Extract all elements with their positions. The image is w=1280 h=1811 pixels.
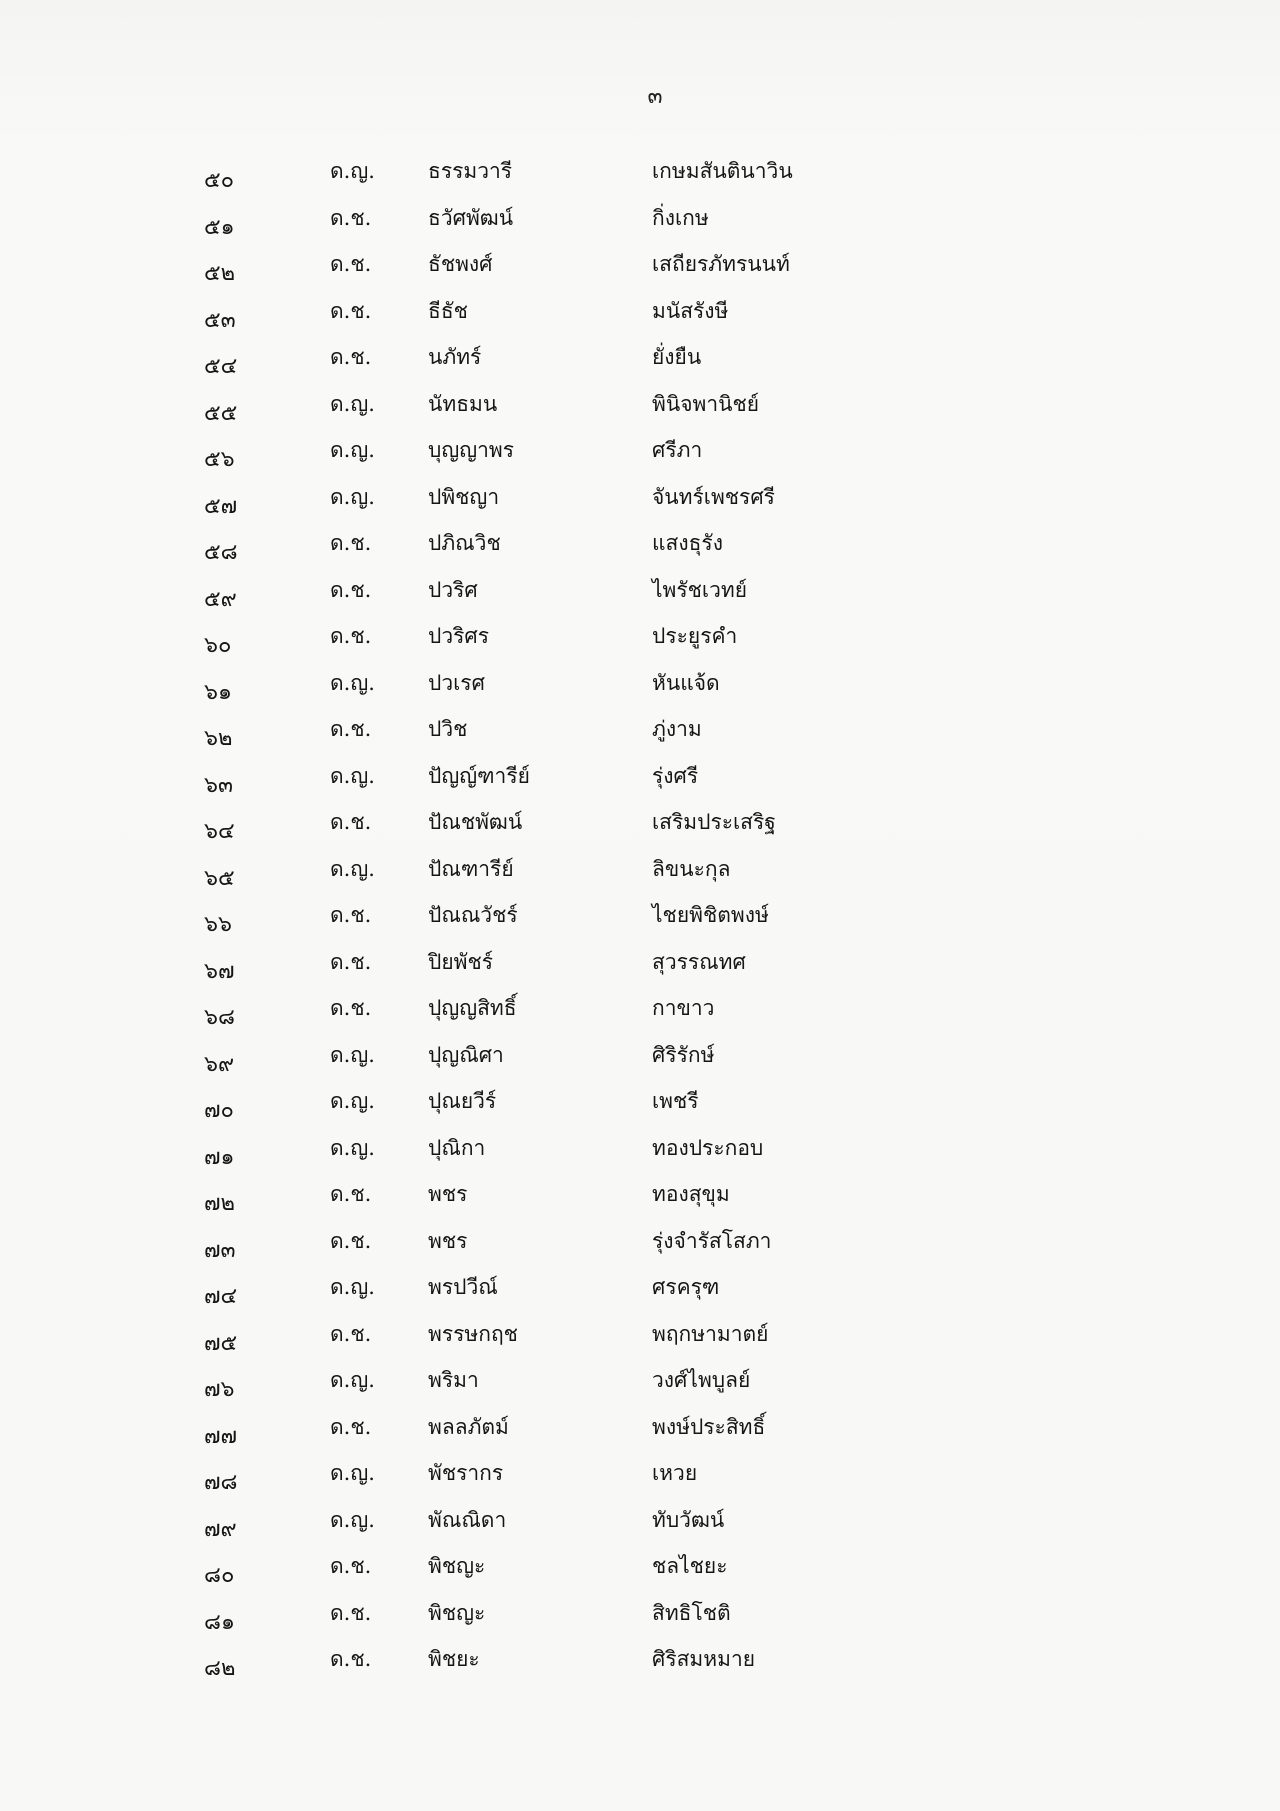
name-title: ด.ช. [330,996,372,1020]
roster-row [0,993,1280,1040]
name-title: ด.ญ. [330,856,375,881]
first-name: ปพิชญา [428,484,500,509]
first-name: พรรษกฤช [428,1321,518,1346]
roster-row [0,1644,1280,1691]
first-name: ปภิณวิช [428,531,501,555]
name-title: ด.ช. [330,1647,372,1671]
first-name: ปุญณิศา [428,1042,504,1067]
last-name: ไชยพิชิตพงษ์ [652,903,769,927]
roster-row [0,1272,1280,1319]
name-title: ด.ช. [330,1228,372,1253]
roster-row [0,1365,1280,1412]
last-name: วงศ์ไพบูลย์ [652,1368,751,1392]
last-name: เพชรี [652,1089,699,1113]
name-title: ด.ญ. [330,1507,375,1532]
first-name: ปุณิกา [428,1135,486,1160]
row-number: ๘๑ [204,1609,235,1635]
roster-row [0,575,1280,622]
last-name: เสถียรภัทรนนท์ [652,252,790,276]
name-title: ด.ช. [330,1554,372,1578]
first-name: พลลภัตม์ [428,1414,509,1439]
name-title: ด.ญ. [330,1368,375,1392]
row-number: ๖๘ [204,1005,235,1030]
first-name: พัชรากร [428,1461,504,1485]
first-name: ปัณณวัชร์ [428,903,518,927]
name-title: ด.ช. [330,624,372,648]
roster-row [0,528,1280,575]
name-title: ด.ญ. [330,1135,375,1160]
name-title: ด.ช. [330,531,372,555]
first-name: ธีธัช [428,298,468,323]
name-title: ด.ญ. [330,1275,375,1299]
roster-row [0,1412,1280,1459]
row-number: ๕๐ [204,168,235,193]
row-number: ๗๗ [204,1423,238,1449]
row-number: ๖๓ [204,772,234,798]
last-name: ชลไชยะ [652,1554,728,1578]
roster-row [0,1133,1280,1180]
student-roster [0,156,1280,1691]
row-number: ๘๒ [204,1656,236,1681]
row-number: ๗๐ [204,1098,234,1123]
roster-row [0,1179,1280,1226]
first-name: ปุณยวีร์ [428,1089,497,1113]
roster-row [0,389,1280,436]
last-name: ทองประกอบ [652,1135,764,1160]
row-number: ๗๖ [204,1377,235,1402]
name-title: ด.ช. [330,577,372,602]
last-name: เหวย [652,1461,698,1485]
roster-row [0,1226,1280,1273]
first-name: ปัญญ์ฑารีย์ [428,763,530,788]
name-title: ด.ช. [330,1414,372,1439]
name-title: ด.ญ. [330,763,375,788]
name-title: ด.ญ. [330,484,375,509]
row-number: ๕๔ [204,354,238,379]
roster-row [0,761,1280,808]
last-name: ประยูรคำ [652,624,738,648]
last-name: รุ่งจำรัสโสภา [652,1228,772,1253]
row-number: ๗๑ [204,1144,235,1170]
row-number: ๖๗ [204,958,235,984]
last-name: ศรครุฑ [652,1275,720,1299]
first-name: ปวิช [428,717,468,741]
last-name: จันทร์เพชรศรี [652,484,775,509]
name-title: ด.ช. [330,1182,372,1206]
last-name: รุ่งศรี [652,763,699,788]
roster-row [0,947,1280,994]
roster-row [0,203,1280,250]
row-number: ๕๑ [204,214,235,240]
name-title: ด.ช. [330,810,372,834]
row-number: ๖๒ [204,726,233,751]
last-name: ทับวัฒน์ [652,1507,725,1532]
name-title: ด.ญ. [330,438,375,462]
first-name: พิชญะ [428,1554,486,1578]
last-name: เกษมสันตินาวิน [652,159,793,183]
first-name: พรปวีณ์ [428,1275,498,1299]
name-title: ด.ช. [330,903,372,927]
name-title: ด.ช. [330,298,372,323]
roster-row [0,482,1280,529]
last-name: ทองสุขุม [652,1182,730,1206]
last-name: เสริมประเสริฐ [652,810,776,834]
first-name: ปิยพัชร์ [428,949,494,974]
row-number: ๖๖ [204,912,232,937]
name-title: ด.ช. [330,1321,372,1346]
row-number: ๖๕ [204,865,235,891]
first-name: ปัณฑารีย์ [428,856,514,881]
name-title: ด.ญ. [330,391,375,416]
first-name: ธัชพงศ์ [428,252,493,276]
last-name: ศรีภา [652,438,703,462]
roster-row [0,342,1280,389]
last-name: ลิขนะกุล [652,856,731,881]
roster-row [0,900,1280,947]
roster-row [0,1505,1280,1552]
roster-row [0,1598,1280,1645]
roster-row [0,1458,1280,1505]
first-name: พิชยะ [428,1647,480,1671]
roster-row [0,1319,1280,1366]
row-number: ๗๓ [204,1237,236,1263]
first-name: นัทธมน [428,391,498,416]
last-name: สุวรรณทศ [652,949,746,974]
last-name: ภู่งาม [652,717,702,741]
last-name: ศิริรักษ์ [652,1042,715,1067]
row-number: ๗๙ [204,1516,237,1542]
first-name: ธวัศพัฒน์ [428,205,514,230]
last-name: พงษ์ประสิทธิ์ [652,1414,766,1439]
roster-row [0,807,1280,854]
row-number: ๕๗ [204,493,238,519]
first-name: ปัณชพัฒน์ [428,810,523,834]
row-number: ๕๒ [204,261,236,286]
first-name: บุญญาพร [428,438,515,462]
row-number: ๘๐ [204,1563,235,1588]
roster-row [0,296,1280,343]
last-name: หันแจ้ด [652,670,720,695]
last-name: ยั่งยืน [652,345,702,369]
row-number: ๖๐ [204,633,232,658]
first-name: พริมา [428,1368,479,1392]
page-number: ๓ [647,84,663,109]
row-number: ๖๔ [204,819,235,844]
first-name: ธรรมวารี [428,159,513,183]
roster-row [0,621,1280,668]
roster-row [0,249,1280,296]
last-name: สิทธิโชติ [652,1600,731,1625]
row-number: ๕๓ [204,307,236,333]
row-number: ๗๔ [204,1284,238,1309]
name-title: ด.ช. [330,717,372,741]
first-name: ปุญญสิทธิ์ [428,996,517,1020]
first-name: พชร [428,1182,468,1206]
row-number: ๖๙ [204,1051,235,1077]
name-title: ด.ญ. [330,1461,375,1485]
roster-row [0,1551,1280,1598]
roster-row [0,1086,1280,1133]
last-name: ไพรัชเวทย์ [652,577,748,602]
name-title: ด.ช. [330,1600,372,1625]
last-name: กิ่งเกษ [652,205,709,230]
row-number: ๖๑ [204,679,232,705]
first-name: พิชญะ [428,1600,486,1625]
roster-row [0,668,1280,715]
name-title: ด.ญ. [330,1089,375,1113]
name-title: ด.ช. [330,205,372,230]
row-number: ๕๘ [204,540,238,565]
row-number: ๕๙ [204,586,237,612]
name-title: ด.ช. [330,345,372,369]
last-name: ศิริสมหมาย [652,1647,756,1671]
first-name: ปวริศร [428,624,490,648]
first-name: นภัทร์ [428,345,482,369]
first-name: ปวริศ [428,577,478,602]
name-title: ด.ญ. [330,670,375,695]
roster-row [0,435,1280,482]
roster-row [0,854,1280,901]
last-name: แสงธุรัง [652,531,723,555]
first-name: พัณณิดา [428,1507,507,1532]
roster-row [0,1040,1280,1087]
roster-row [0,714,1280,761]
row-number: ๗๕ [204,1330,238,1356]
row-number: ๗๒ [204,1191,236,1216]
row-number: ๕๕ [204,400,238,426]
name-title: ด.ช. [330,949,372,974]
last-name: พฤกษามาตย์ [652,1321,769,1346]
row-number: ๕๖ [204,447,235,472]
name-title: ด.ญ. [330,1042,375,1067]
last-name: พินิจพานิชย์ [652,391,760,416]
row-number: ๗๘ [204,1470,238,1495]
last-name: กาขาว [652,996,715,1020]
name-title: ด.ญ. [330,159,375,183]
roster-row [0,156,1280,203]
last-name: มนัสรังษี [652,298,729,323]
name-title: ด.ช. [330,252,372,276]
first-name: ปวเรศ [428,670,485,695]
first-name: พชร [428,1228,468,1253]
